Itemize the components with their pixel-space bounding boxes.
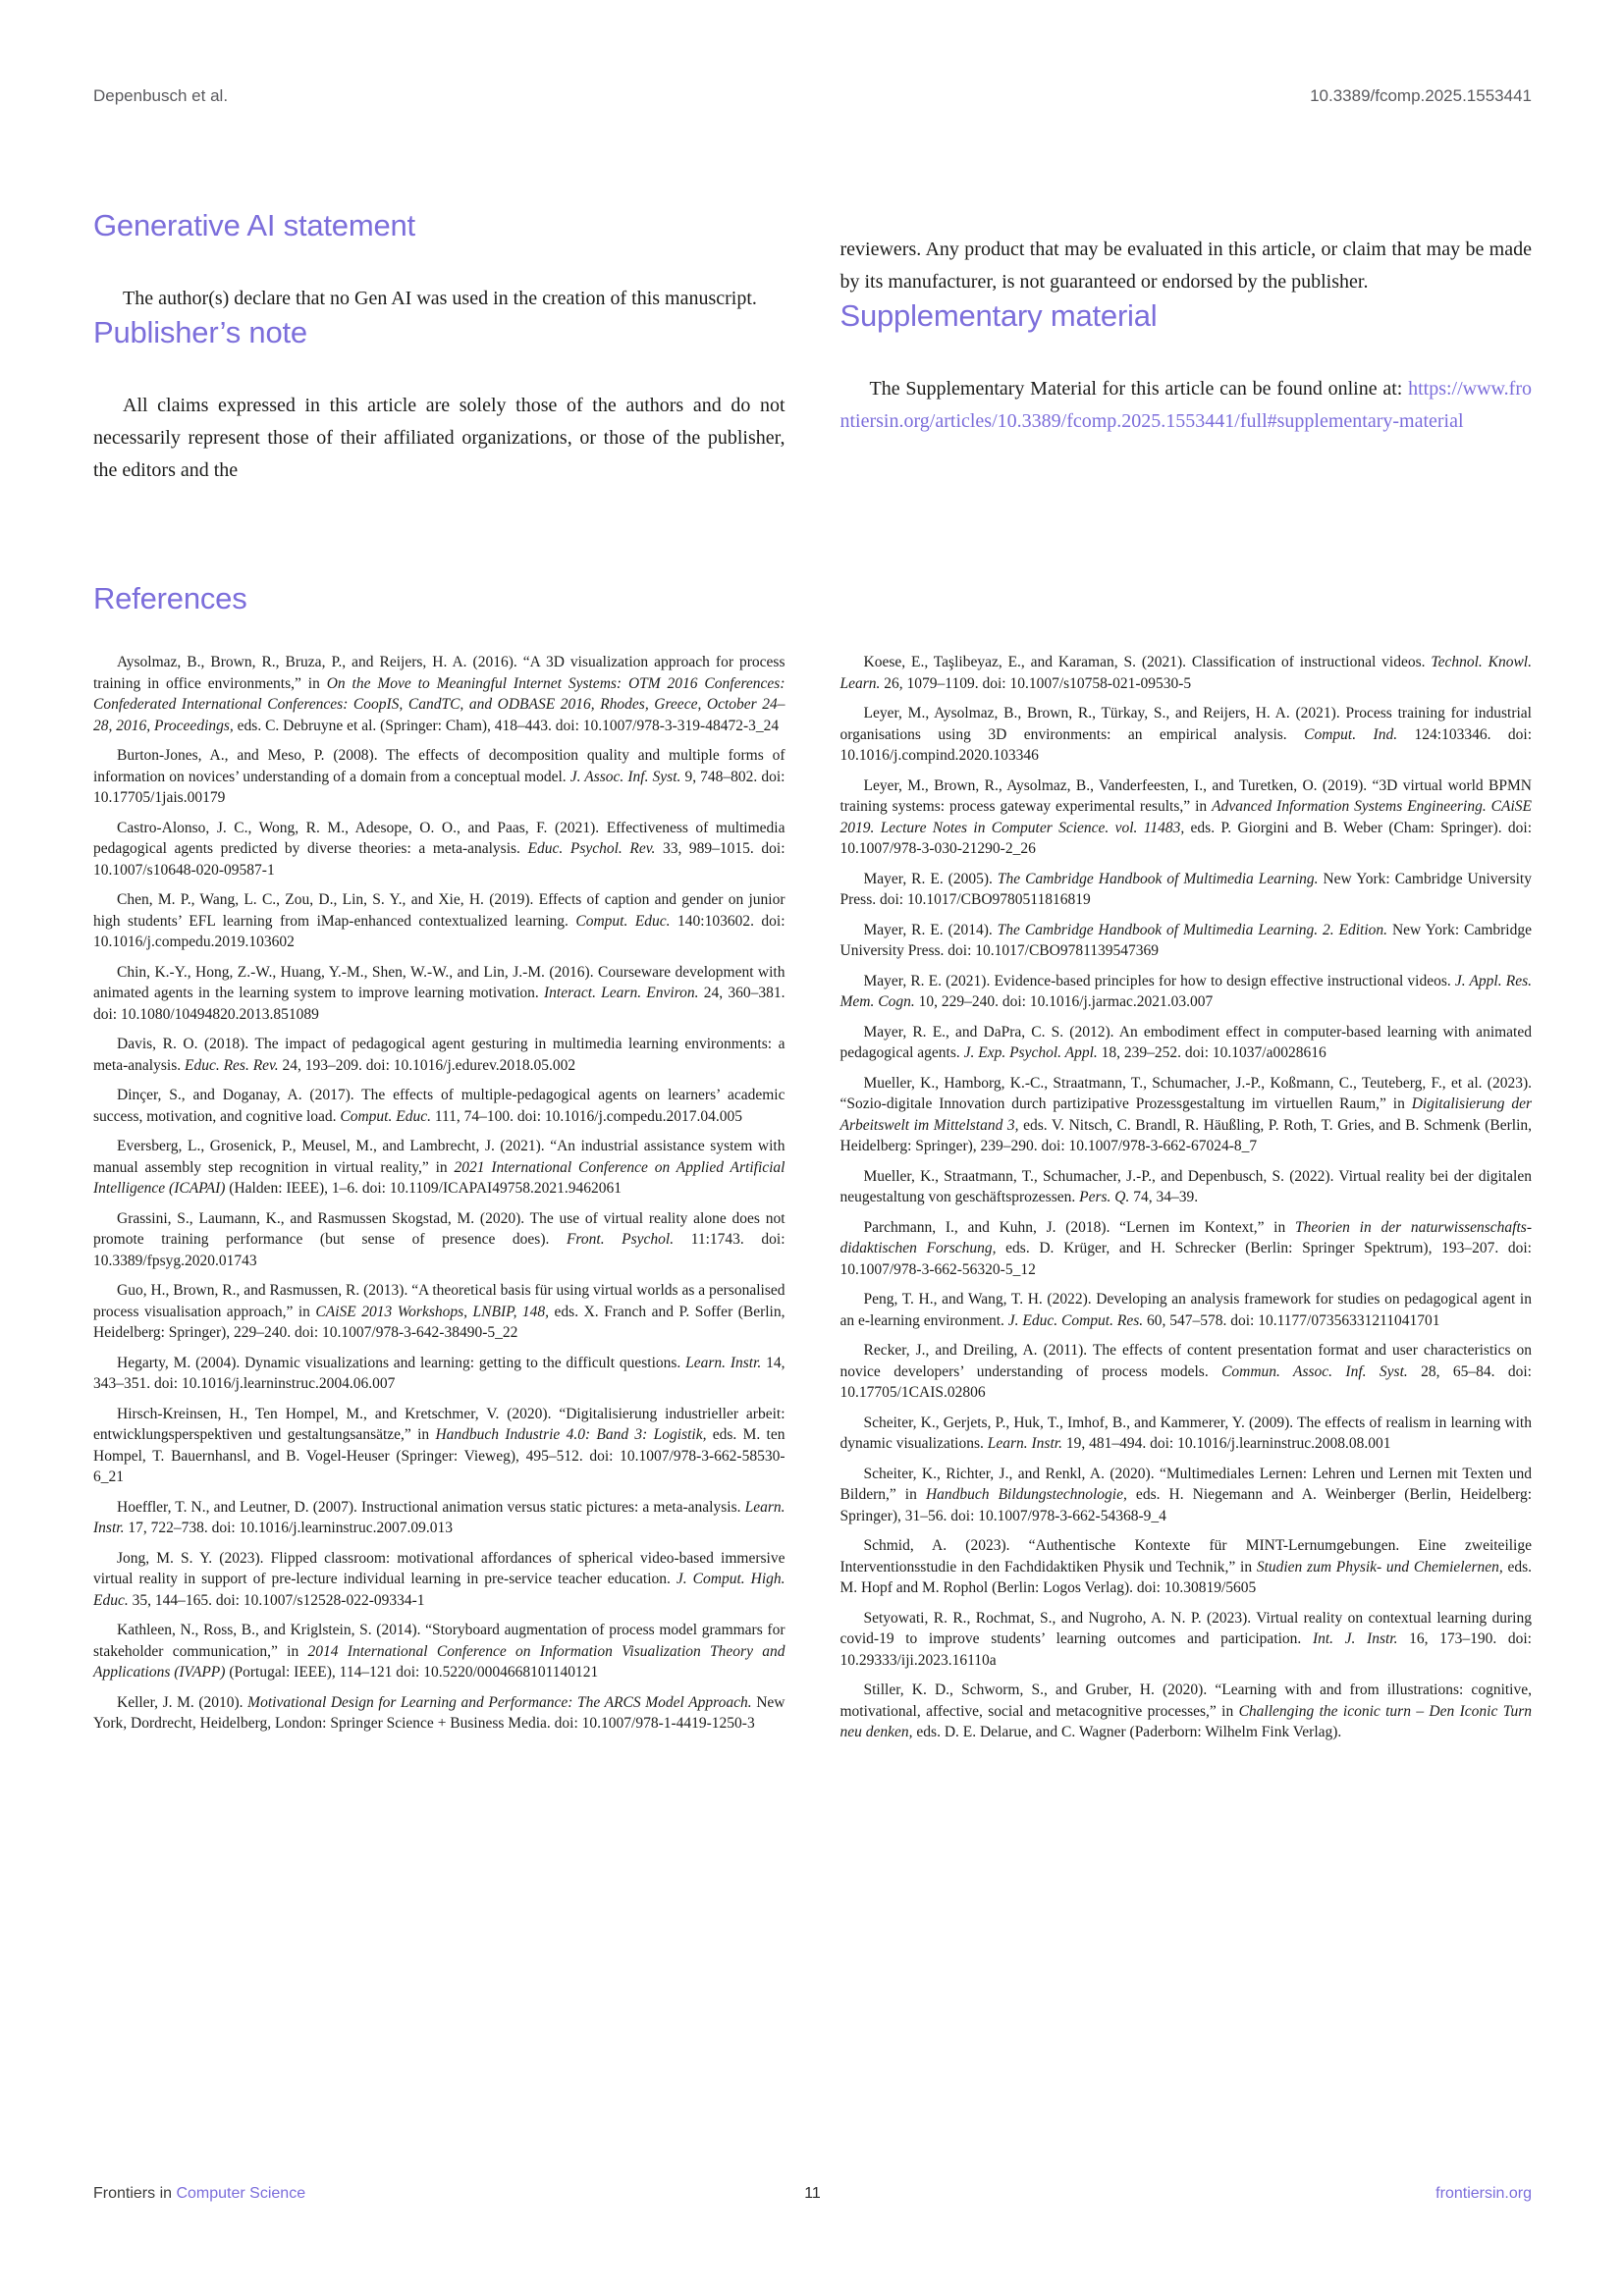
reference-item: Aysolmaz, B., Brown, R., Bruza, P., and Reijers, H. A. (2016). “A 3D visualization approach for process training in office environments,” in On the Move to Meaningful Internet Systems: OTM 2016 Conferences: Confederated International Conferences: CoopIS, CandTC, and ODBASE 2016, Rhodes, Greece, October 24–28, 2016, Proceedings, eds. C. Debruyne et al. (Springer: Cham), 418–443. doi: 10.1007/978-3-319-48472-3_24 [93, 654, 785, 734]
reference-item: Eversberg, L., Grosenick, P., Meusel, M., and Lambrecht, J. (2021). “An industrial assistance system with manual assembly step recognition in virtual reality,” in 2021 International Conference on Applied Artificial Intelligence (ICAPAI) (Halden: IEEE), 1–6. doi: 10.1109/ICAPAI49758.2021.9462061 [93, 1138, 785, 1197]
top-left-column [93, 208, 785, 487]
generative-ai-paragraph: The author(s) declare that no Gen AI was used in the creation of this manuscript. [123, 288, 757, 309]
reference-item: Recker, J., and Dreiling, A. (2011). The effects of content presentation format and user characteristics on novice developers’ understanding of process models. Commun. Assoc. Inf. Syst. 28, 65–84. doi: 10.17705/1CAIS.02806 [839, 1342, 1532, 1401]
references-columns [93, 652, 1532, 1752]
reference-item: Hirsch-Kreinsen, H., Ten Hompel, M., and Kretschmer, V. (2020). “Digitalisierung industrieller arbeit: entwicklungsperspektiven und gestaltungsansätze,” in Handbuch Industrie 4.0: Band 3: Logistik, eds. M. ten Hompel, T. Bauernhansl, and B. Vogel-Heuser (Springer: Vieweg), 495–512. doi: 10.1007/978-3-662-58530-6_21 [93, 1405, 785, 1485]
footer-site-link[interactable]: frontiersin.org [1435, 2185, 1532, 2202]
footer-journal-prefix: Frontiers in [93, 2185, 177, 2202]
reference-item: Davis, R. O. (2018). The impact of pedagogical agent gesturing in multimedia learning environments: a meta-analysis. Educ. Res. Rev. 24, 193–209. doi: 10.1016/j.edurev.2018.05.002 [93, 1036, 785, 1074]
references-column-left [93, 652, 785, 1752]
reference-item: Leyer, M., Brown, R., Aysolmaz, B., Vanderfeesten, I., and Turetken, O. (2019). “3D virtual world BPMN training systems: process gateway experimental results,” in Advanced Information Systems Engineering. CAiSE 2019. Lecture Notes in Computer Science. vol. 11483, eds. P. Giorgini and B. Weber (Cham: Springer). doi: 10.1007/978-3-030-21290-2_26 [839, 776, 1533, 857]
reference-item: Kathleen, N., Ross, B., and Kriglstein, S. (2014). “Storyboard augmentation of process model grammars for stakeholder communication,” in 2014 International Conference on Information Visualization Theory and Applications (IVAPP) (Portugal: IEEE), 114–121 doi: 10.5220/0004668101140121 [93, 1622, 785, 1681]
reference-item: Hegarty, M. (2004). Dynamic visualizations and learning: getting to the difficult questions. Learn. Instr. 14, 343–351. doi: 10.1016/j.learninstruc.2004.06.007 [93, 1354, 785, 1392]
references-column-right [840, 652, 1533, 1752]
reference-item: Chin, K.-Y., Hong, Z.-W., Huang, Y.-M., Shen, W.-W., and Lin, J.-M. (2016). Courseware development with animated agents in the learning system to improve learning motivation. Interact. Learn. Environ. 24, 360–381. doi: 10.1080/10494820.2013.851089 [93, 963, 785, 1023]
reference-item: Burton-Jones, A., and Meso, P. (2008). The effects of decomposition quality and multiple forms of information on novices’ understanding of a domain from a conceptual model. J. Assoc. Inf. Syst. 9, 748–802. doi: 10.17705/1jais.00179 [93, 747, 785, 806]
reference-item: Peng, T. H., and Wang, T. H. (2022). Developing an analysis framework for studies on pedagogical agent in an e-learning environment. J. Educ. Comput. Res. 60, 547–578. doi: 10.1177/07356331211041701 [839, 1291, 1532, 1329]
reference-item: Jong, M. S. Y. (2023). Flipped classroom: motivational affordances of spherical video-based immersive virtual reality in support of pre-lecture individual learning in pre-service teacher education. J. Comput. High. Educ. 35, 144–165. doi: 10.1007/s12528-022-09334-1 [93, 1549, 785, 1609]
supplementary-link[interactable]: https://www.frontiersin.org/articles/10.3389/fcomp.2025.1553441/full#supplementary-material [839, 378, 1532, 432]
reference-item: Schmid, A. (2023). “Authentische Kontexte für MINT-Lernumgebungen. Eine zweiteilige Interventionsstudie in den Fachdidaktiken Physik und Technik,” in Studien zum Physik- und Chemielernen, eds. M. Hopf and M. Rophol (Berlin: Logos Verlag). doi: 10.30819/5605 [839, 1537, 1532, 1596]
publishers-note-paragraph: All claims expressed in this article are solely those of the authors and do not necessarily represent those of their affiliated organizations, or those of the publisher, the editors and the [93, 395, 785, 481]
reference-item: Mayer, R. E. (2014). The Cambridge Handbook of Multimedia Learning. 2. Edition. New York: Cambridge University Press. doi: 10.1017/CBO9781139547369 [839, 921, 1532, 959]
publishers-note-heading: Publisher’s note [93, 315, 307, 349]
reference-item: Hoeffler, T. N., and Leutner, D. (2007). Instructional animation versus static pictures: a meta-analysis. Learn. Instr. 17, 722–738. doi: 10.1016/j.learninstruc.2007.09.013 [93, 1498, 785, 1536]
reference-item: Koese, E., Taşlibeyaz, E., and Karaman, S. (2021). Classification of instructional videos. Technol. Knowl. Learn. 26, 1079–1109. doi: 10.1007/s10758-021-09530-5 [839, 654, 1532, 692]
reference-item: Stiller, K. D., Schworm, S., and Gruber, H. (2020). “Learning with and from illustrations: cognitive, motivational, affective, social and metacognitive processes,” in Challenging the iconic turn – Den Iconic Turn neu denken, eds. D. E. Delarue, and C. Wagner (Paderborn: Wilhelm Fink Verlag). [839, 1682, 1532, 1740]
page-content [93, 208, 1532, 1752]
reference-item: Scheiter, K., Gerjets, P., Huk, T., Imhof, B., and Kammerer, Y. (2009). The effects of realism in learning with dynamic visualizations. Learn. Instr. 19, 481–494. doi: 10.1016/j.learninstruc.2008.08.001 [839, 1414, 1532, 1452]
reference-item: Setyowati, R. R., Rochmat, S., and Nugroho, A. N. P. (2023). Virtual reality on contextual learning during covid-19 to improve students’ learning outcomes and participation. Int. J. Instr. 16, 173–190. doi: 10.29333/iji.2023.16110a [839, 1609, 1532, 1669]
reference-item: Mueller, K., Straatmann, T., Schumacher, J.-P., and Depenbusch, S. (2022). Virtual reality bei der digitalen neugestaltung von geschäftsprozessen. Pers. Q. 74, 34–39. [839, 1167, 1532, 1205]
references-heading: References [93, 581, 247, 615]
reference-item: Dinçer, S., and Doganay, A. (2017). The effects of multiple-pedagogical agents on learners’ academic success, motivation, and cognitive load. Comput. Educ. 111, 74–100. doi: 10.1016/j.compedu.2017.04.005 [93, 1087, 785, 1125]
top-columns [93, 208, 1532, 487]
running-head-doi: 10.3389/fcomp.2025.1553441 [1310, 86, 1532, 105]
running-header [93, 86, 1532, 106]
reference-item: Keller, J. M. (2010). Motivational Design for Learning and Performance: The ARCS Model Approach. New York, Dordrecht, Heidelberg, London: Springer Science + Business Media. doi: 10.1007/978-1-4419-1250-3 [93, 1693, 785, 1732]
reference-item: Mayer, R. E., and DaPra, C. S. (2012). An embodiment effect in computer-based learning with animated pedagogical agents. J. Exp. Psychol. Appl. 18, 239–252. doi: 10.1037/a0028616 [839, 1023, 1532, 1061]
supplementary-heading: Supplementary material [839, 298, 1158, 333]
reference-item: Scheiter, K., Richter, J., and Renkl, A. (2020). “Multimediales Lernen: Lehren und Lernen mit Texten und Bildern,” in Handbuch Bildungstechnologie, eds. H. Niegemann and A. Weinberger (Berlin, Heidelberg: Springer), 31–56. doi: 10.1007/978-3-662-54368-9_4 [839, 1465, 1533, 1524]
reference-item: Guo, H., Brown, R., and Rasmussen, R. (2013). “A theoretical basis für using virtual worlds as a personalised process visualisation approach,” in CAiSE 2013 Workshops, LNBIP, 148, eds. X. Franch and P. Soffer (Berlin, Heidelberg: Springer), 229–240. doi: 10.1007/978-3-642-38490-5_22 [93, 1282, 785, 1341]
reference-item: Mayer, R. E. (2021). Evidence-based principles for how to design effective instructional videos. J. Appl. Res. Mem. Cogn. 10, 229–240. doi: 10.1016/j.jarmac.2021.03.007 [839, 972, 1532, 1010]
reference-item: Leyer, M., Aysolmaz, B., Brown, R., Türkay, S., and Reijers, H. A. (2021). Process training for industrial organisations using 3D environments: an empirical analysis. Comput. Ind. 124:103346. doi: 10.1016/j.compind.2020.103346 [839, 705, 1533, 764]
running-head-authors: Depenbusch et al. [93, 86, 229, 105]
reference-item: Grassini, S., Laumann, K., and Rasmussen Skogstad, M. (2020). The use of virtual reality alone does not promote training performance (but sense of presence does). Front. Psychol. 11:1743. doi: 10.3389/fpsyg.2020.01743 [93, 1209, 785, 1269]
top-right-column [840, 208, 1533, 487]
page-number: 11 [804, 2185, 821, 2202]
reference-item: Mueller, K., Hamborg, K.-C., Straatmann, T., Schumacher, J.-P., Koßmann, C., Teuteberg, F., et al. (2023). “Sozio-digitale Innovation durch partizipative Prozessgestaltung im virtuellen Raum,” in Digitalisierung der Arbeitswelt im Mittelstand 3, eds. V. Nitsch, C. Brandl, R. Häußling, P. Roth, T. Gries, and B. Schmenk (Berlin, Heidelberg: Springer), 239–290. doi: 10.1007/978-3-662-67024-8_7 [839, 1074, 1532, 1154]
supplementary-text: The Supplementary Material for this article can be found online at: [869, 378, 1409, 400]
publishers-note-continuation: reviewers. Any product that may be evaluated in this article, or claim that may be made by its manufacturer, is not guaranteed or endorsed by the publisher. [839, 239, 1532, 293]
footer-journal-name[interactable]: Computer Science [176, 2185, 306, 2202]
reference-item: Parchmann, I., and Kuhn, J. (2018). “Lernen im Kontext,” in Theorien in der naturwissenschafts-didaktischen Forschung, eds. D. Krüger, and H. Schrecker (Berlin: Springer Spektrum), 193–207. doi: 10.1007/978-3-662-56320-5_12 [839, 1218, 1532, 1278]
generative-ai-heading: Generative AI statement [93, 208, 415, 242]
reference-item: Mayer, R. E. (2005). The Cambridge Handbook of Multimedia Learning. New York: Cambridge University Press. doi: 10.1017/CBO9780511816819 [839, 870, 1532, 908]
supplementary-paragraph [840, 373, 1533, 438]
reference-item: Castro-Alonso, J. C., Wong, R. M., Adesope, O. O., and Paas, F. (2021). Effectiveness of multimedia pedagogical agents predicted by diverse theories: a meta-analysis. Educ. Psychol. Rev. 33, 989–1015. doi: 10.1007/s10648-020-09587-1 [93, 819, 785, 879]
reference-item: Chen, M. P., Wang, L. C., Zou, D., Lin, S. Y., and Xie, H. (2019). Effects of caption and gender on junior high students’ EFL learning from iMap-enhanced contextualized learning. Comput. Educ. 140:103602. doi: 10.1016/j.compedu.2019.103602 [93, 891, 785, 950]
